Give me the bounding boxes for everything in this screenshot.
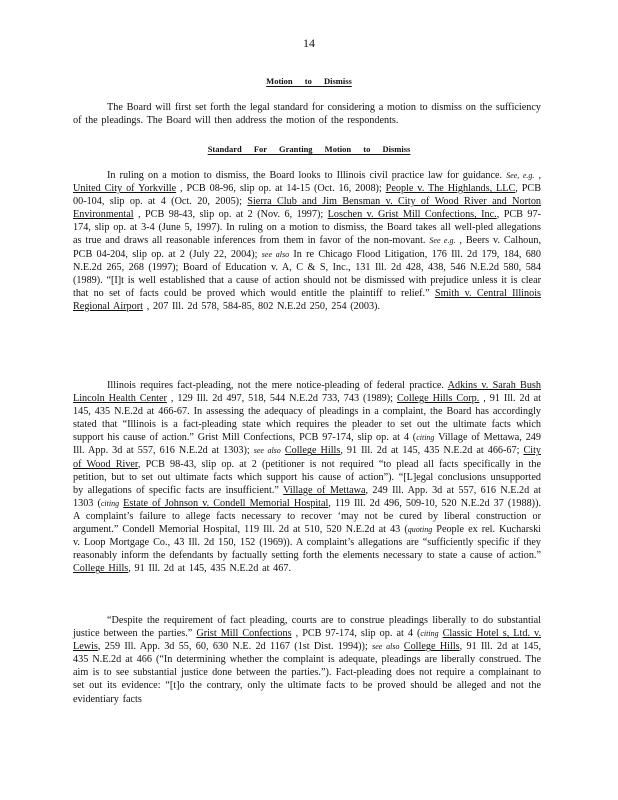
signal-quoting: quoting	[407, 525, 433, 535]
citation-case: College Hills	[284, 445, 341, 457]
intro-paragraph: The Board will first set forth the legal standard for considering a motion to dismiss on the sufficiency of the pleadings. The Board will then address the motion of the respondents.	[73, 102, 541, 127]
citation-case: College Hills	[73, 563, 129, 575]
standard-paragraph: In ruling on a motion to dismiss, the Board looks to Illinois civil practice law for guidance. See, e.g. , United City of Yorkville , PCB 08-96, slip op. at 14-15 (Oct. 16, 2008); People v. The Highlands, LLC, PCB 00-104, slip op. at 4 (Oct. 20, 2005); Sierra Club and Jim Bensman v. City of Wood River and Norton Environmental , PCB 98-43, slip op. at 2 (Nov. 6, 1997); Loschen v. Grist Mill Confections, Inc., PCB 97-174, slip op. at 3-4 (June 5, 1997). In ruling on a motion to dismiss, the Board takes all well-pled allegations as true and draws all reasonable inferences from them in favor of the non-movant. See e.g. , Beers v. Calhoun, PCB 04-204, slip op. at 2 (July 22, 2004); see also In re Chicago Flood Litigation, 176 Ill. 2d 179, 184, 680 N.E.2d 265, 268 (1997); Board of Education v. A, C & S, Inc., 131 Ill. 2d 428, 438, 546 N.E.2d 580, 584 (1989). “[I]t is well established that a cause of action should not be dismissed with prejudice unless it is clear that no set of facts could be proved which would entitle the plaintiff to relief.” Smith v. Central Illinois Regional Airport , 207 Ill. 2d 578, 584-85, 802 N.E.2d 250, 254 (2003).	[73, 170, 542, 312]
signal-see-also: see also	[253, 446, 281, 456]
citation-case: People v. The Highlands, LLC	[385, 183, 516, 195]
subsection-heading-text: Standard For Granting Motion to Dismiss	[207, 144, 411, 154]
standard-paragraph-block	[73, 169, 541, 313]
subsection-heading	[0, 144, 618, 154]
signal-citing: citing	[420, 629, 439, 639]
citation-case: College Hills Corp.	[396, 393, 480, 405]
fact-pleading-paragraph-block	[73, 379, 541, 575]
section-heading-text: Motion to Dismiss	[266, 76, 352, 86]
signal-citing: citing	[100, 498, 120, 508]
citation-case: College Hills	[403, 641, 460, 653]
citation-case: Smith v. Central Illinois Regional Airport	[73, 287, 541, 312]
liberal-construction-paragraph-block	[73, 614, 541, 706]
fact-pleading-paragraph: Illinois requires fact-pleading, not the mere notice-pleading of federal practice. Adkins v. Sarah Bush Lincoln Health Center , 129 Ill. 2d 497, 518, 544 N.E.2d 733, 743 (1989); College Hills Corp. , 91 Ill. 2d at 145, 435 N.E.2d at 466-67. In assessing the adequacy of pleadings in a complaint, the Board has accordingly stated that “Illinois is a fact-pleading state which requires the pleader to set out the ultimate facts which support his cause of action.” Grist Mill Confections, PCB 97-174, slip op. at 4 (citing Village of Mettawa, 249 Ill. App. 3d at 557, 616 N.E.2d at 1303); see also College Hills, 91 Ill. 2d at 145, 435 N.E.2d at 466-67; City of Wood River, PCB 98-43, slip op. at 2 (petitioner is not required “to plead all facts specifically in the petition, but to set out ultimate facts which support his cause of action”). “[L]egal conclusions unsupported by allegations of specific facts are insufficient.” Village of Mettawa, 249 Ill. App. 3d at 557, 616 N.E.2d at 1303 (citing Estate of Johnson v. Condell Memorial Hospital, 119 Ill. 2d 496, 509-10, 520 N.E.2d 37 (1988)). A complaint’s failure to allege facts necessary to recover ‘may not be cured by liberal construction or argument.” Condell Memorial Hospital, 119 Ill. 2d at 510, 520 N.E.2d at 43 (quoting People ex rel. Kucharski v. Loop Mortgage Co., 43 Ill. 2d 150, 152 (1969)). A complaint’s allegations are “sufficiently specific if they reasonably inform the defendants by factually setting forth the elements necessary to state a cause of action.” College Hills, 91 Ill. 2d at 145, 435 N.E.2d at 467.	[73, 380, 542, 575]
citation-case: Sierra Club and Jim Bensman v. City of Wood River and Norton Environmental	[73, 196, 542, 221]
intro-paragraph-block	[73, 101, 541, 127]
signal-see-also: see also	[261, 249, 290, 259]
citation-case: Loschen v. Grist Mill Confections, Inc.	[327, 209, 497, 221]
citation-case: Grist Mill Confections	[196, 628, 292, 640]
page-number: 14	[303, 36, 315, 50]
citation-case: Adkins v. Sarah Bush Lincoln Health Center	[73, 380, 541, 405]
signal-see-eg: See, e.g.	[506, 171, 535, 180]
section-heading	[0, 76, 618, 86]
signal-citing: citing	[416, 433, 435, 443]
citation-case: Estate of Johnson v. Condell Memorial Hospital	[123, 497, 329, 509]
signal-see-eg: See e.g.	[429, 236, 456, 246]
citation-case: Village of Mettawa	[283, 484, 366, 496]
citation-case: Classic Hotel s, Ltd. v. Lewis	[73, 628, 542, 653]
liberal-construction-paragraph: “Despite the requirement of fact pleading, courts are to construe pleadings liberally to do substantial justice between the parties.” Grist Mill Confections , PCB 97-174, slip op. at 4 (citing Classic Hotel s, Ltd. v. Lewis, 259 Ill. App. 3d 55, 60, 630 N.E. 2d 1167 (1st Dist. 1994)); see also College Hills, 91 Ill. 2d at 145, 435 N.E.2d at 466 (“In determining whether the complaint is adequate, pleadings are liberally construed. The aim is to see substantial justice done between the parties.”). Fact-pleading does not require a complainant to set out its evidence: “[t]o the contrary, only the ultimate facts to be proved should be alleged and not the evidentiary facts	[73, 615, 542, 705]
signal-see-also: see also	[372, 642, 400, 652]
citation-case: City of Wood River	[73, 445, 542, 470]
citation-case: United City of Yorkville	[73, 183, 177, 195]
